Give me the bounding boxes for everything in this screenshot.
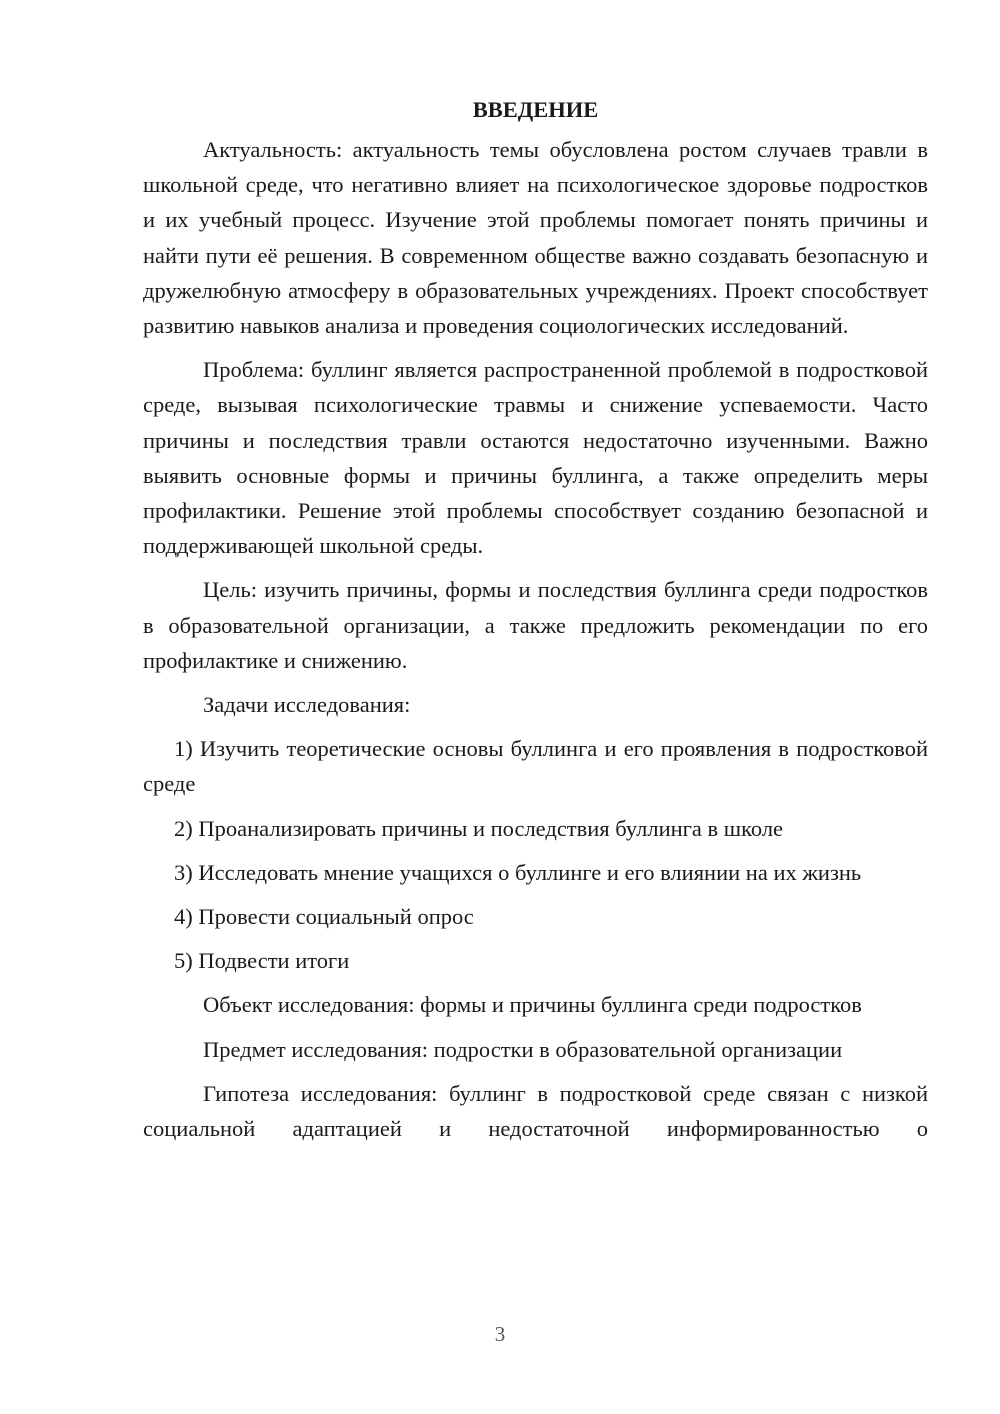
- task-item-2: 2) Проанализировать причины и последствия буллинга в школе: [174, 815, 784, 841]
- paragraph-subject: Предмет исследования: подростки в образовательной организации: [203, 1036, 843, 1062]
- paragraph-hypothesis: Гипотеза исследования: буллинг в подростковой среде связан с низкой социальной адаптацией и недостаточной информированностью о: [143, 1080, 928, 1142]
- task-item-5: 5) Подвести итоги: [174, 948, 350, 974]
- page-number: 3: [494, 1322, 506, 1346]
- paragraph-goal: Цель: изучить причины, формы и последствия буллинга среди подростков в образовательной организации, а также предложить рекомендации по его профилактике и снижению.: [143, 577, 928, 673]
- task-item-3: 3) Исследовать мнение учащихся о буллинге и его влиянии на их жизнь: [174, 859, 862, 885]
- paragraph-problem: Проблема: буллинг является распространенной проблемой в подростковой среде, вызывая психологические травмы и снижение успеваемости. Часто причины и последствия травли остаются недостаточно изученными. Важно выявить основные формы и причины буллинга, а также определить меры профилактики. Решение этой проблемы способствует созданию безопасной и поддерживающей школьной среды.: [143, 357, 928, 559]
- paragraph-relevance: Актуальность: актуальность темы обусловлена ростом случаев травли в школьной среде, что негативно влияет на психологическое здоровье подростков и их учебный процесс. Изучение этой проблемы помогает понять причины и найти пути её решения. В современном обществе важно создавать безопасную и дружелюбную атмосферу в образовательных учреждениях. Проект способствует развитию навыков анализа и проведения социологических исследований.: [143, 137, 928, 339]
- task-item-4: 4) Провести социальный опрос: [174, 904, 474, 930]
- tasks-heading: Задачи исследования:: [203, 692, 411, 718]
- section-title: ВВЕДЕНИЕ: [472, 97, 599, 122]
- paragraph-object: Объект исследования: формы и причины буллинга среди подростков: [203, 992, 862, 1018]
- task-item-1: 1) Изучить теоретические основы буллинга и его проявления в подростковой среде: [143, 736, 928, 797]
- document-page: [143, 92, 928, 1155]
